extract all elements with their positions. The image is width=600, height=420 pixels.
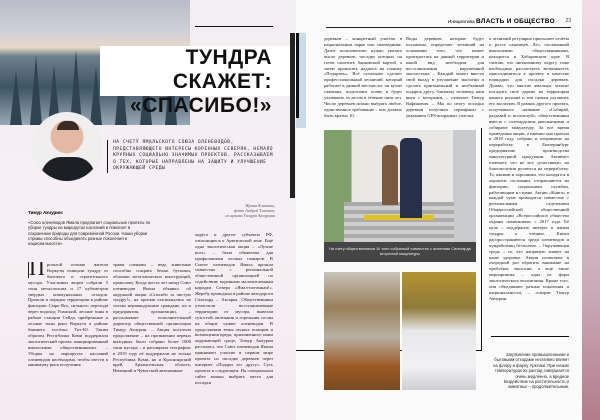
portrait-photo — [32, 112, 102, 182]
left-page — [0, 0, 296, 420]
decorative-edge — [582, 0, 600, 420]
credit-photo: фото Андрей Тихонов, — [233, 208, 275, 213]
column-text: рошлой осенью жители Воркуты очищали тундру от бытового и строительного мусора. Участники акции собрали 5 тонн металлолома и 17 кубометров твёрдых коммунальных отходов. Прошли и порядок территории в районе фактории Сырь-Яга, сильного перехода через водоход Усинский, лесные зоны в районе станции Сейда, прибрежные и лесные зоны реки Воркута в районе бывшего посёлка Тит-Ю. Таким образом Республика Коми поддержала экологический проект, инициированный ямальскими общественниками. – Уборка на маршрутах касланий оленеводов необходима, чтобы свести к минимуму риск получения — [28, 262, 108, 368]
divider — [195, 26, 273, 27]
decorative-bar — [296, 33, 299, 118]
section-prefix: Инициатива — [447, 20, 475, 25]
side-note: Загрязнение промышленными и бытовыми отходами негативно влияет на флору и фауну Арктики. При низких температурах их распад совершается очень медленно, а вредное воздействие на растительность и животных – продолжительным. — [493, 352, 569, 390]
running-header — [326, 18, 571, 28]
body-column-2: травм оленями – ведь животные способно сожрать белые бутылки, обломки металлических конструкций, проволоку. Когда шесть лет назад Союз оленеводов Ямала объявил об окружной акции «Спасибо за чистую тундру!», на призыв откликнулись не только неравнодушные граждане, но и предприятия, организации, – рассказывает исполнительный директор общественной организации Тимур Акчурин. – Акция получила продолжение – на протяжении первых выходных было собрано более 1000 тонн мусора – и расширила география: в 2019 году её поддержали не только Республика Коми, но и Красноярский край, Архангельская область, Ненецкий и Чукотский автономные — [113, 262, 191, 374]
decorative-bar — [290, 33, 295, 198]
credit-author: Ирина Климова, — [245, 203, 275, 208]
credit-archive: из архива Тимура Акчурина — [225, 213, 275, 218]
collected-bags-photo — [402, 272, 476, 390]
section-title: ВЛАСТЬ И ОБЩЕСТВО — [476, 18, 555, 25]
body-column-1 — [28, 262, 108, 396]
body-column-6: а лесничий регулярно присылает отчёты о росте саженцев. Лес, посаженный ямальскими общественниками, находится в Хабаровском крае. Я считаю, что автономному округу тоже необходимо рассмотреть возможность присоединиться к проекту в качестве площадки для посадки деревьев. Думаю, что многие ямальцы захотят посадить своё дерево на территории нашего региона и тем самым улучшить его экологию. В рамках другого проекта, полученного название «Собирай, раздавай и используй», общественники вместе с салехардским школьниками и собирают макулатуру. За всё время проведения акции, а именно она прошла в 2018 году, собрано и отправлено на переработку в Екатеринбург предприятию производства макулатурной продукции. Активист отмечает, что не все «участники» на благополучии ругаются на переработку. То, какими и хорошими, что находятся в хорошем состоянии, отправляются на фактории, социальным службам, работающим в стране. Акции «Книга» в каждой чуме проводится совместно с региональным отделением Общероссийской общественной организации «Всероссийское общество охраны памятников» с 2017 года. Её цель – поддержать интерес к жизни тундры к чтению. Книги распространяются среди оленеводов и чумработниц бесплатно. – Окружающая среда – то, что напрямую влияет на наше здоровье. Акции позволяют в очередной раз обратить внимание на проблемы экологии, а ещё такие мероприятия – одна из форм экологического воспитания. Кроме того, они объединяют разные поколения и национальности, – говорит Тимур Акчурин. — [489, 36, 569, 301]
article-lead: НА СЧЕТУ ЯМАЛЬСКОГО СОЮЗА ОЛЕНЕВОДОВ, ПРЕДСТАВЛЯЮЩЕГО ИНТЕРЕСЫ КОРЕННЫХ СЕВЕРЯН, НЕМАЛО КРУПНЫХ СОЦИАЛЬНО ЗНАЧИМЫХ ПРОЕКТОВ. РАССКАЗЫВАЕМ О ТЕХ, КОТОРЫЕ НАПРАВЛЕНЫ НА ЗАЩИТУ И УЛУЧШЕНИЕ ОКРУЖАЮЩЕЙ СРЕДЫ — [107, 140, 277, 173]
pull-quote: «Союз оленеводов Ямала предлагает социальные проекты по уборке тундры на маршрутах касланий и помогает в сохранении природы для современной России. Наши уборки стримы способны объединять разные поколения и национальности». — [28, 220, 151, 247]
title-box — [100, 46, 296, 117]
drop-cap: П — [28, 262, 45, 278]
page-number: 23 — [565, 18, 571, 24]
right-page — [296, 0, 600, 420]
body-column-4: деревьев – конкретный участок в национальном парке или заповеднике. Далее пользователю нужно указать число деревьев, посадку которых он готов оплатить банковской картой, а затем прописать надпись на плашку «Подарить». Всё остальное сделает профессиональный лесничий, который работает в данной местности: он купит саженцы, подготовит почву и будет ухаживать за лесом в течение пяти лет. Число деревьев можно выбрать любое, единственное требование – оно должно быть кратно 10. — [324, 36, 402, 118]
divider — [491, 336, 569, 337]
body-column-5: Виды деревьев, которые будут посажены, определяет лесничий на основании того, что может произрастать на данной территории и какой вид необходим для восстановления нарушенной экосистемы. – Каждый может внести свой вклад в улучшение экологии и сделать оригинальный и необычный подарок другу, близкому человеку, наш внук с которыми, – отмечает Тимур Вафинович. – Мы по итогу посадки деревьев получили сертификат с указанием GPS-координат участка, — [406, 36, 484, 118]
article-title-line2: «СПАСИБО!» — [130, 94, 272, 117]
article-title-line1: ТУНДРА СКАЖЕТ: — [172, 46, 272, 93]
garbage-photo — [324, 272, 400, 390]
photo-caption: На счету общественников 10 тонн собранной совместно с жителями Салехарда вторичной макулатуры — [324, 242, 476, 262]
body-column-3: округа и другие субъекты РФ, относящиеся к Арктической зоне. Ещё одна экологическая акция – «Лучше всех» – была объявлена для профилактики лесных пожаров. В Союзе оленеводов Ямала прошли совместно с региональной общественной организацией по содействию коренным малочисленным народам Севера «Ямал-потомкам!». Жеребу проводили в районе автодороги Салехард – Аксарка. Общественники отчистили восстановленные территории от мусора, вывезли сухостой, валежник и горельник сосны на общие чужие оленеводов. В продолжении темы лесных пожаров и возмещения вреда, причиненного нами окружающей среде, Тимур Акчурин рассказал, что Союз оленеводов Ямала принимает участие в первом мире проекта по посадке деревьев через интернет «Подари лес другу». Суть проекта в следующем. На специальном сайте можно выбрать место для посадки — [195, 232, 273, 385]
volunteers-photo — [324, 130, 476, 242]
quote-author: Тимур Акчурин: — [28, 210, 64, 215]
photo-credit — [170, 203, 275, 218]
